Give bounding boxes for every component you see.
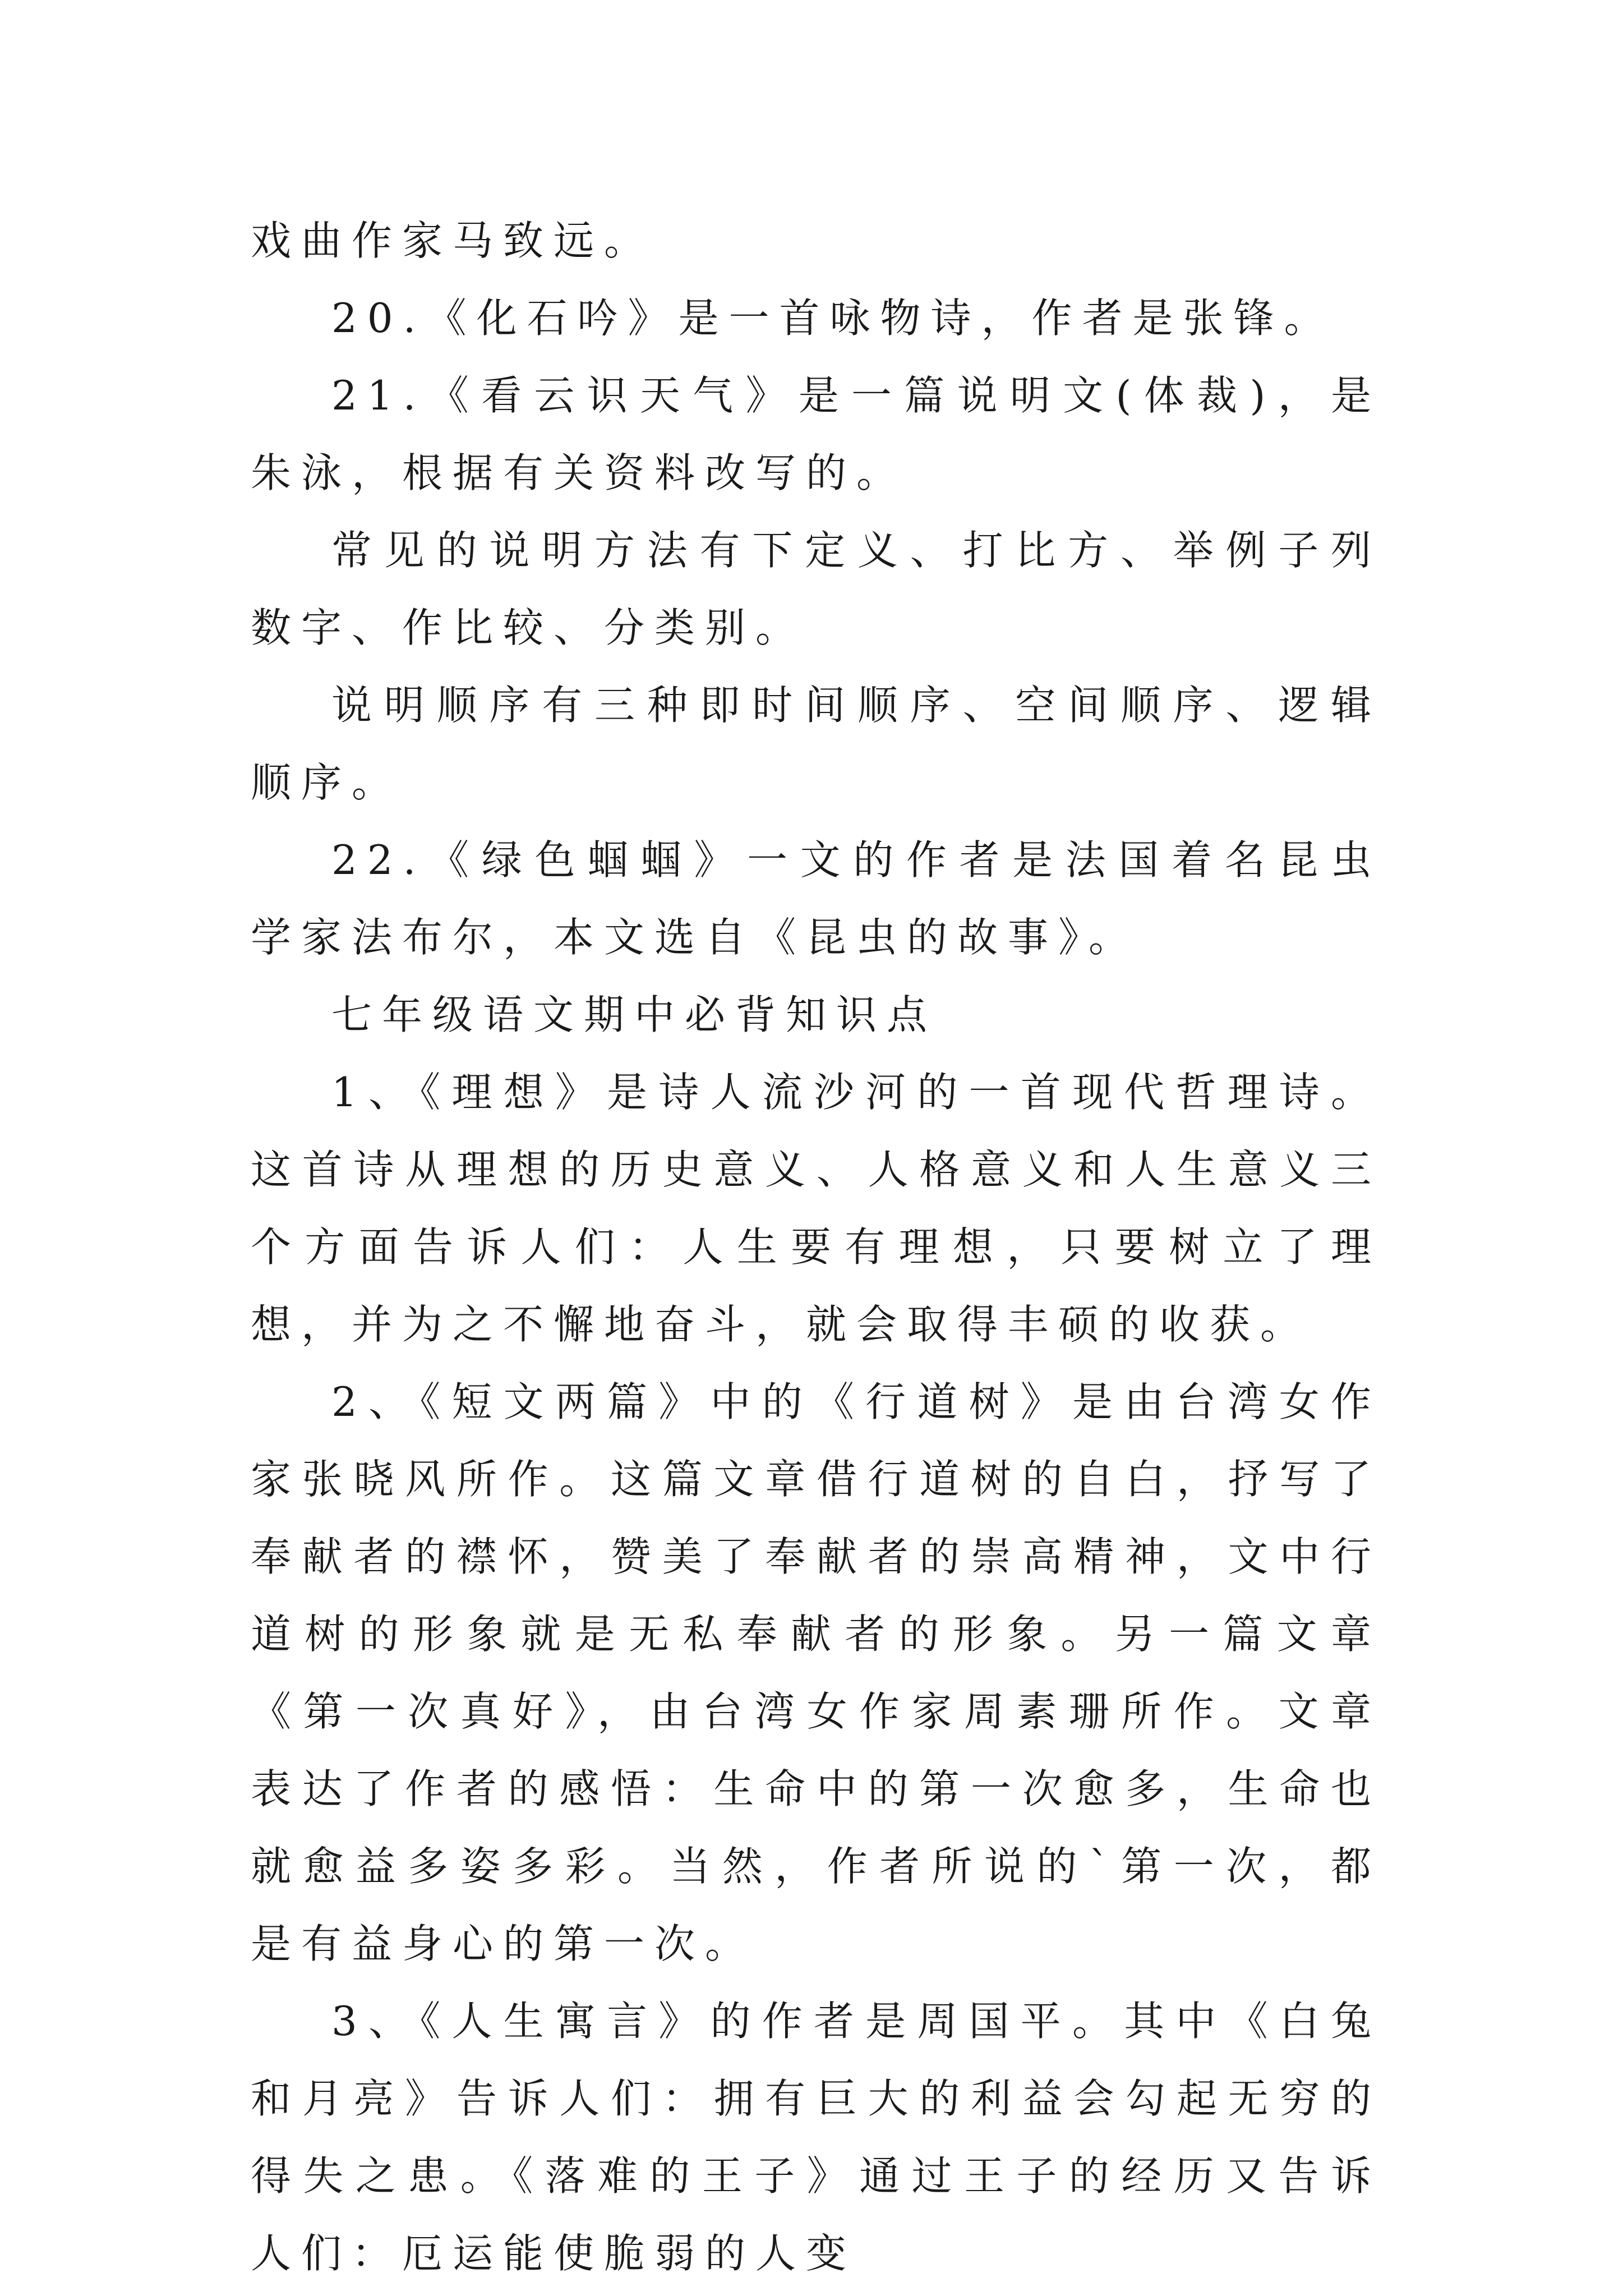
paragraph: 20.《化石吟》是一首咏物诗，作者是张锋。 <box>331 295 1335 342</box>
section-heading: 七年级语文期中必背知识点 <box>331 991 938 1038</box>
paragraph: 常见的说明方法有下定义、打比方、举例子列数字、作比较、分类别。 <box>251 527 1381 651</box>
paragraph: 3、《人生寓言》的作者是周国平。其中《白兔和月亮》告诉人们：拥有巨大的利益会勾起无穷的得失之患。《落难的王子》通过王子的经历又告诉人们：厄运能使脆弱的人变 <box>251 1998 1381 2277</box>
paragraph: 戏曲作家马致远。 <box>251 217 655 264</box>
paragraph: 说明顺序有三种即时间顺序、空间顺序、逻辑顺序。 <box>251 682 1381 806</box>
paragraph: 2、《短文两篇》中的《行道树》是由台湾女作家张晓风所作。这篇文章借行道树的自白，抒写了奉献者的襟怀，赞美了奉献者的崇高精神，文中行道树的形象就是无私奉献者的形象。另一篇文章《第一次真好》，由台湾女作家周素珊所作。文章表达了作者的感悟：生命中的第一次愈多，生命也就愈益多姿多彩。当然，作者所说的`第一次，都是有益身心的第一次。 <box>251 1378 1381 1967</box>
paragraph: 21.《看云识天气》是一篇说明文(体裁)，是朱泳，根据有关资料改写的。 <box>251 372 1381 496</box>
document-body <box>251 202 1381 2292</box>
paragraph: 1、《理想》是诗人流沙河的一首现代哲理诗。这首诗从理想的历史意义、人格意义和人生意义三个方面告诉人们：人生要有理想，只要树立了理想，并为之不懈地奋斗，就会取得丰硕的收获。 <box>251 1069 1381 1348</box>
paragraph: 22.《绿色蝈蝈》一文的作者是法国着名昆虫学家法布尔，本文选自《昆虫的故事》。 <box>251 836 1381 961</box>
